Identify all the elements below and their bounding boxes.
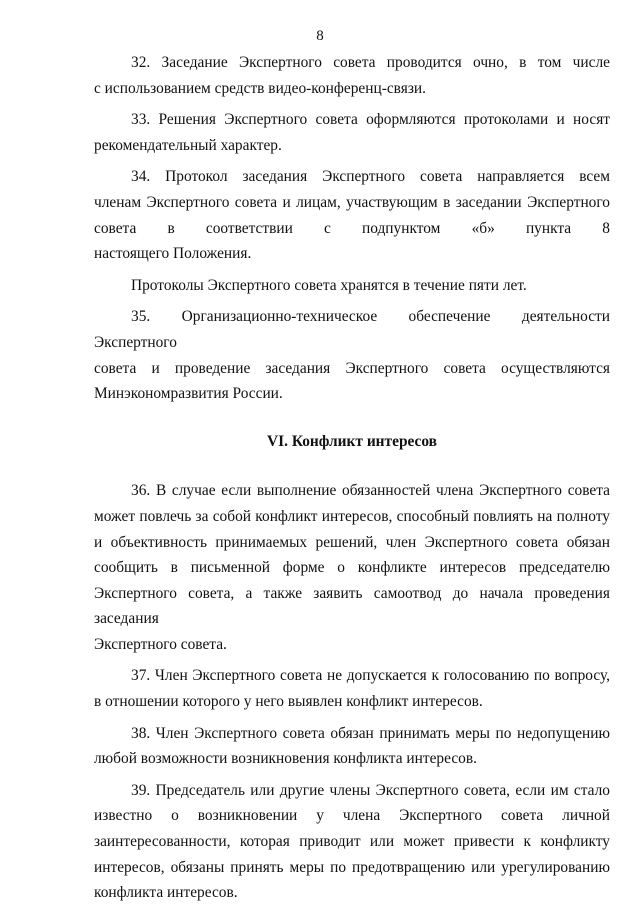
text-line: заинтересованности, которая приводит или может привести к конфликту [94, 833, 610, 851]
text-line: 34. Протокол заседания Экспертного совета направляется всем [131, 168, 610, 186]
text-line: 33. Решения Экспертного совета оформляются протоколами и носят [131, 111, 610, 129]
text-line: может повлечь за собой конфликт интересов, способный повлиять на полноту [94, 507, 610, 525]
paragraph-35 [94, 304, 610, 406]
text-line: 32. Заседание Экспертного совета проводится очно, в том числе [131, 54, 610, 71]
text-line: Протоколы Экспертного совета хранятся в течение пяти лет. [131, 276, 527, 294]
text-line: 38. Член Экспертного совета обязан принимать меры по недопущению [131, 724, 610, 742]
paragraph-34 [94, 164, 610, 266]
paragraph-39 [94, 778, 610, 906]
text-line: Минэкономразвития России. [94, 385, 283, 403]
text-line: Экспертного совета, а также заявить самоотвод до начала проведения заседания [94, 584, 610, 628]
text-line: Экспертного совета. [94, 635, 227, 653]
text-line: 36. В случае если выполнение обязанностей члена Экспертного совета [131, 482, 610, 500]
text-line: 35. Организационно-техническое обеспечение деятельности Экспертного [94, 308, 610, 351]
text-line: и объективность принимаемых решений, член Экспертного совета обязан [94, 533, 610, 551]
text-line: совета в соответствии с подпунктом «б» пункта 8 [94, 219, 610, 237]
text-line: рекомендательный характер. [94, 136, 282, 154]
text-line: 37. Член Экспертного совета не допускается к голосованию по вопросу, [131, 667, 610, 685]
text-line: известно о возникновении у члена Экспертного совета личной [94, 807, 610, 825]
text-line: сообщить в письменной форме о конфликте интересов председателю [94, 559, 610, 577]
paragraph-36 [94, 478, 610, 657]
text-line: с использованием средств видео-конференц-связи. [94, 79, 426, 97]
text-line: настоящего Положения. [94, 245, 252, 263]
paragraph-32 [94, 50, 610, 101]
paragraph-37 [94, 663, 610, 714]
text-line: конфликта интересов. [94, 884, 238, 902]
text-line: членам Экспертного совета и лицам, участвующим в заседании Экспертного [94, 193, 610, 211]
text-line: совета и проведение заседания Экспертного совета осуществляются [94, 359, 610, 377]
paragraph-34-retention [94, 273, 610, 299]
text-line: в отношении которого у него выявлен конфликт интересов. [94, 693, 483, 711]
text-line: 39. Председатель или другие члены Экспертного совета, если им стало [131, 781, 610, 799]
section-heading: VI. Конфликт интересов [267, 432, 437, 450]
paragraph-38 [94, 721, 610, 772]
page-number: 8 [316, 28, 324, 44]
text-line: любой возможности возникновения конфликта интересов. [94, 750, 477, 768]
paragraph-33 [94, 107, 610, 158]
text-line: интересов, обязаны принять меры по предотвращению или урегулированию [94, 858, 610, 876]
document-body [94, 50, 610, 906]
